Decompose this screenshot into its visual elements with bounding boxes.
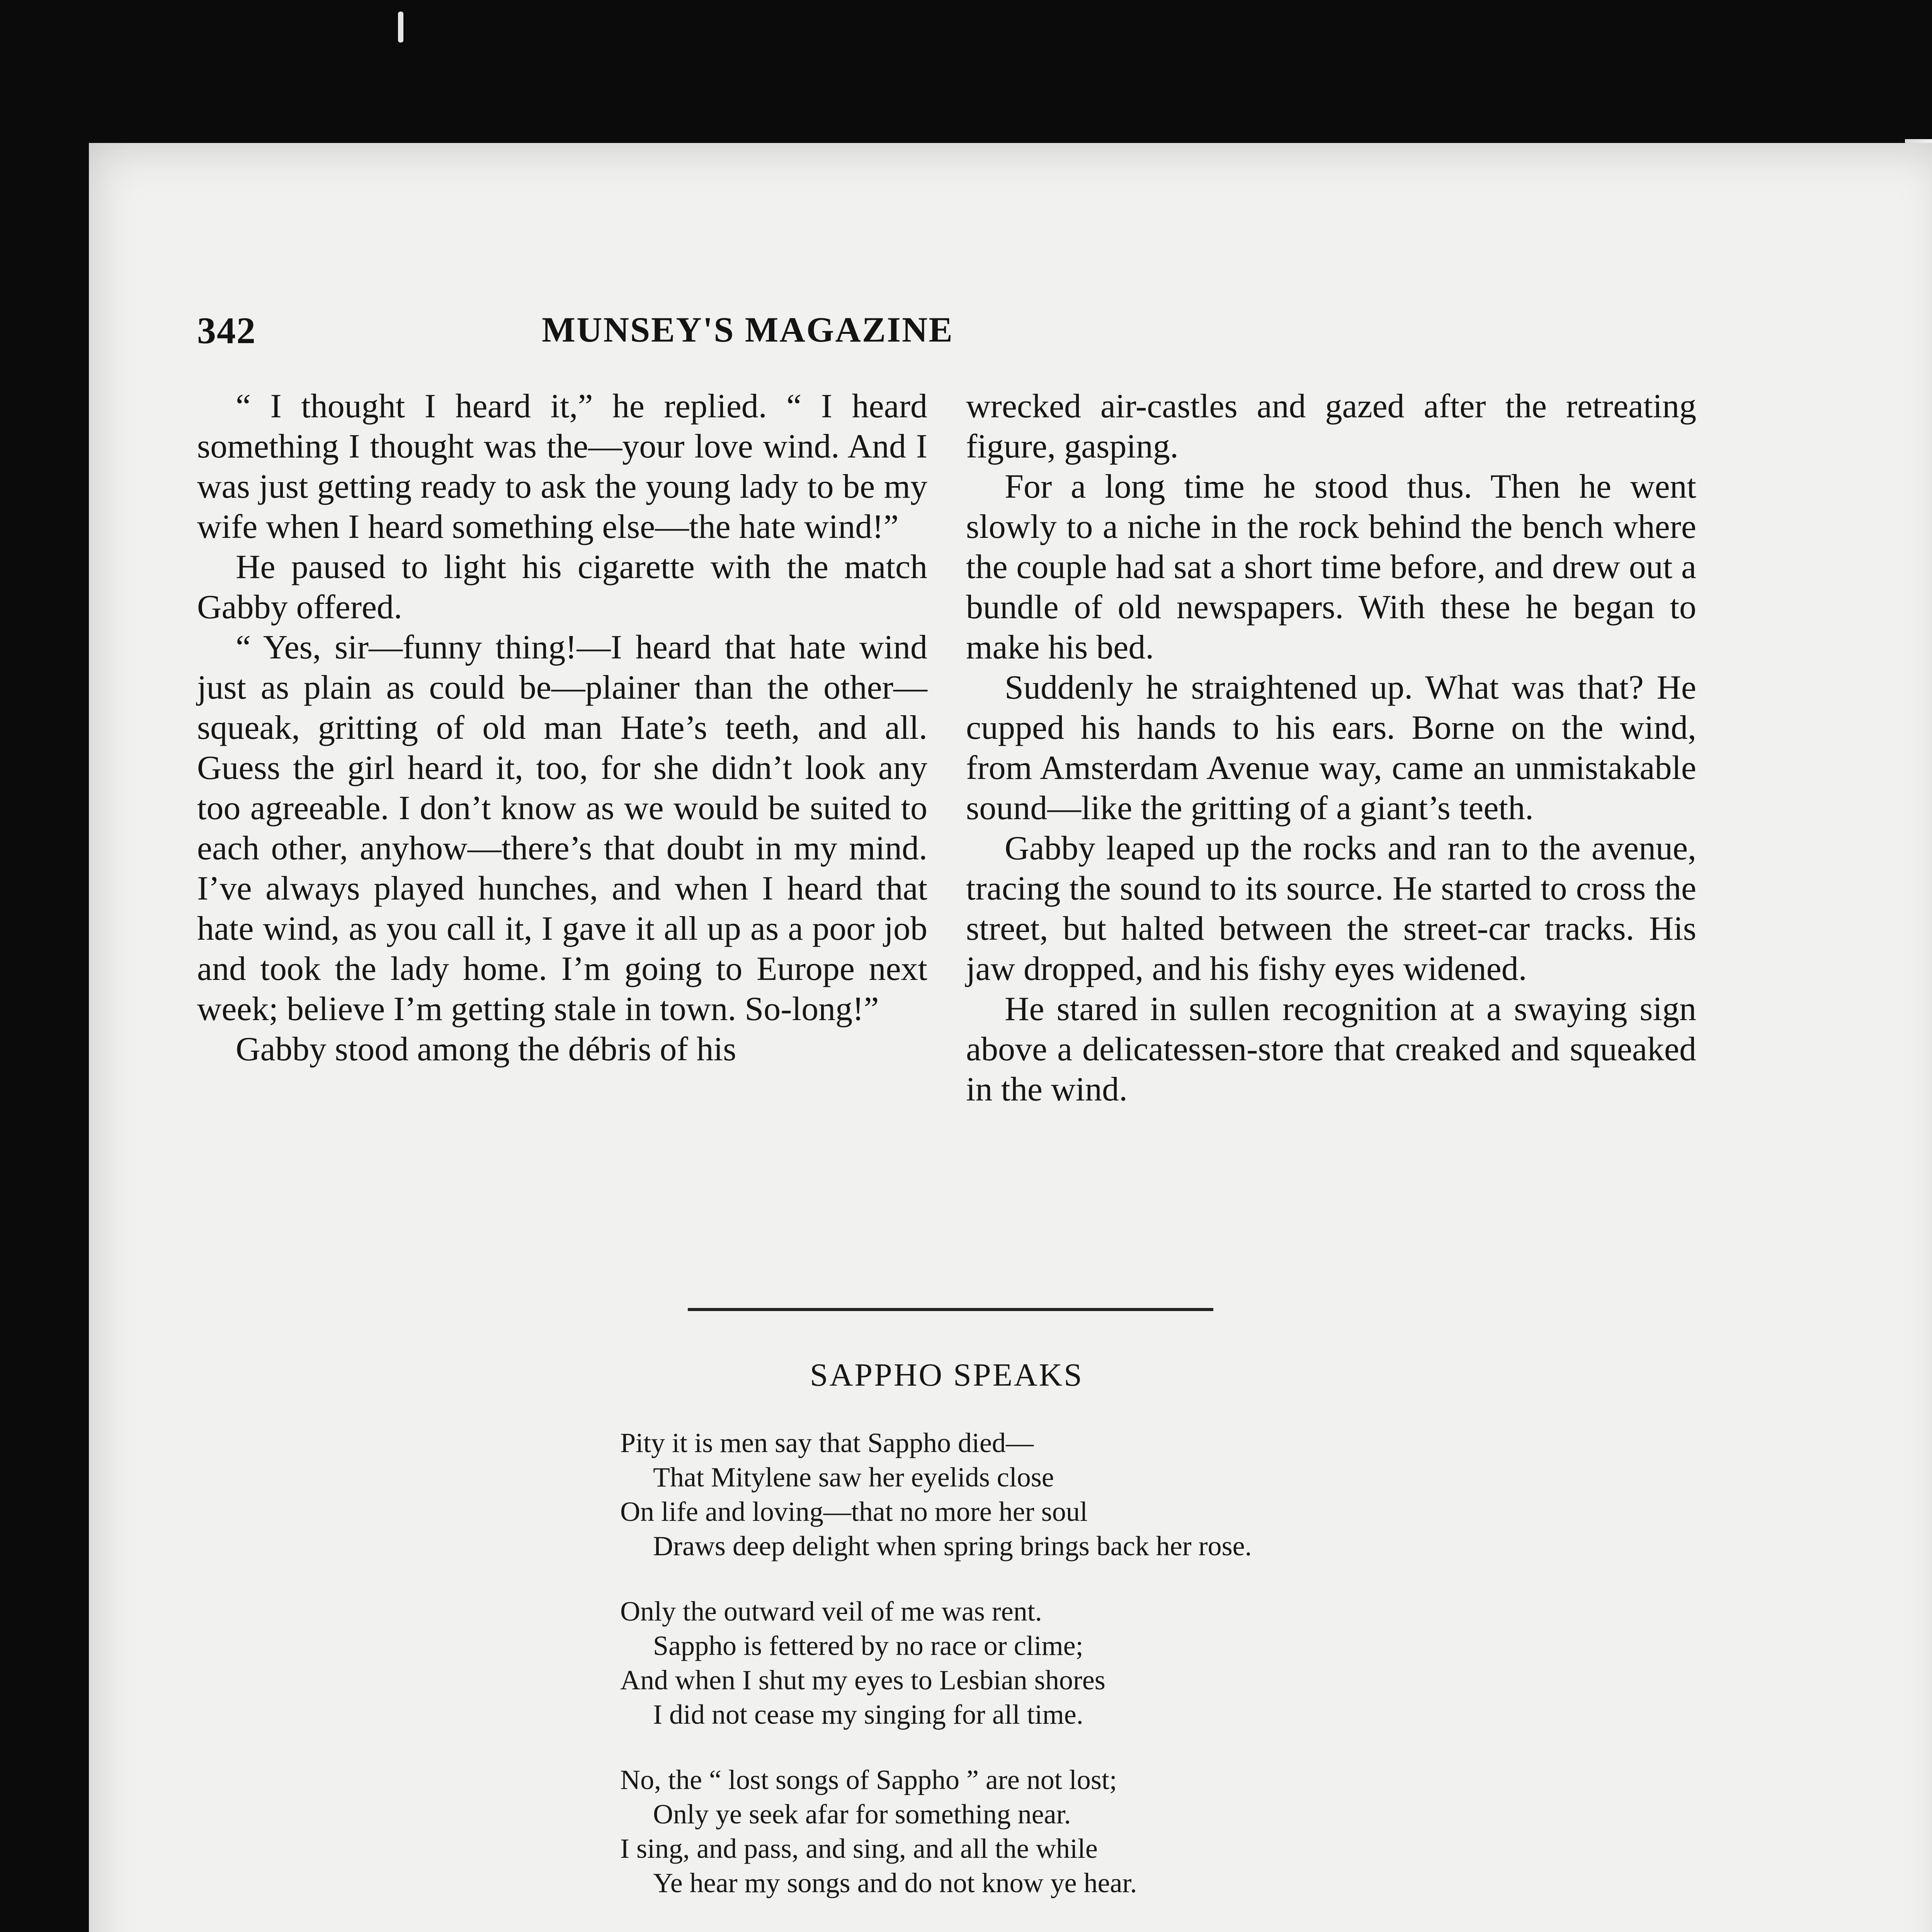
paragraph: For a long time he stood thus. Then he went slowly to a niche in the rock behind the bench where the couple had sat a short time before, and drew out a bundle of old newspapers. With these he began to make his bed.	[966, 468, 1696, 666]
poem-line: And when I shut my eyes to Lesbian shores	[620, 1665, 1105, 1696]
stanza	[620, 1426, 1702, 1563]
story-column-right	[966, 386, 1696, 1110]
poem-line: No, the “ lost songs of Sappho ” are not lost;	[620, 1764, 1117, 1795]
magazine-title: MUNSEY'S MAGAZINE	[542, 310, 954, 349]
poem-line: Pity it is men say that Sappho died—	[620, 1427, 1034, 1458]
paragraph: Gabby leaped up the rocks and ran to the avenue, tracing the sound to its source. He started to cross the street, but halted between the street-car tracks. His jaw dropped, and his fishy eyes widened.	[966, 830, 1696, 988]
paragraph: “ Yes, sir—funny thing!—I heard that hate wind just as plain as could be—plainer than the other—squeak, gritting of old man Hate’s teeth, and all. Guess the girl heard it, too, for she didn’t look any too agreeable. I don’t know as we would be suited to each other, anyhow—there’s that doubt in my mind. I’ve always played hunches, and when I heard that hate wind, as you call it, I gave it all up as a poor job and took the lady home. I’m going to Europe next week; believe I’m getting stale in town. So-long!”	[197, 629, 927, 1028]
poem-line: Ye hear my songs and do not know ye hear.	[653, 1867, 1137, 1898]
story-column-left	[197, 386, 927, 1070]
running-head	[197, 309, 1298, 367]
poem	[620, 1426, 1702, 1932]
film-frame-mark	[398, 12, 403, 43]
poem-line: That Mitylene saw her eyelids close	[653, 1462, 1054, 1493]
page-number: 342	[197, 310, 256, 352]
paragraph: Gabby stood among the débris of his	[236, 1031, 736, 1068]
stanza	[620, 1763, 1702, 1900]
stanza	[620, 1594, 1702, 1732]
paragraph: He stared in sullen recognition at a swaying sign above a delicatessen-store that creaked and squeaked in the wind.	[966, 990, 1696, 1108]
poem-line: Only the outward veil of me was rent.	[620, 1596, 1042, 1627]
paragraph: Suddenly he straightened up. What was that? He cupped his hands to his ears. Borne on the wind, from Amsterdam Avenue way, came an unmistakable sound—like the gritting of a giant’s teeth.	[966, 669, 1696, 827]
poem-line: Draws deep delight when spring brings back her rose.	[653, 1531, 1252, 1561]
poem-line: On life and loving—that no more her soul	[620, 1496, 1088, 1527]
poem-line: I sing, and pass, and sing, and all the while	[620, 1833, 1098, 1864]
section-divider	[688, 1308, 1213, 1311]
paragraph: “ I thought I heard it,” he replied. “ I heard something I thought was the—your love wind. And I was just getting ready to ask the young lady to be my wife when I heard something else—the hate wind!”	[197, 388, 927, 546]
paragraph: wrecked air-castles and gazed after the retreating figure, gasping.	[966, 388, 1696, 465]
poem-title: SAPPHO SPEAKS	[810, 1357, 1083, 1393]
poem-line: Sappho is fettered by no race or clime;	[653, 1630, 1083, 1661]
poem-line: I did not cease my singing for all time.	[653, 1699, 1083, 1730]
paragraph: He paused to light his cigarette with the match Gabby offered.	[197, 548, 927, 626]
poem-line: Only ye seek afar for something near.	[653, 1799, 1071, 1830]
